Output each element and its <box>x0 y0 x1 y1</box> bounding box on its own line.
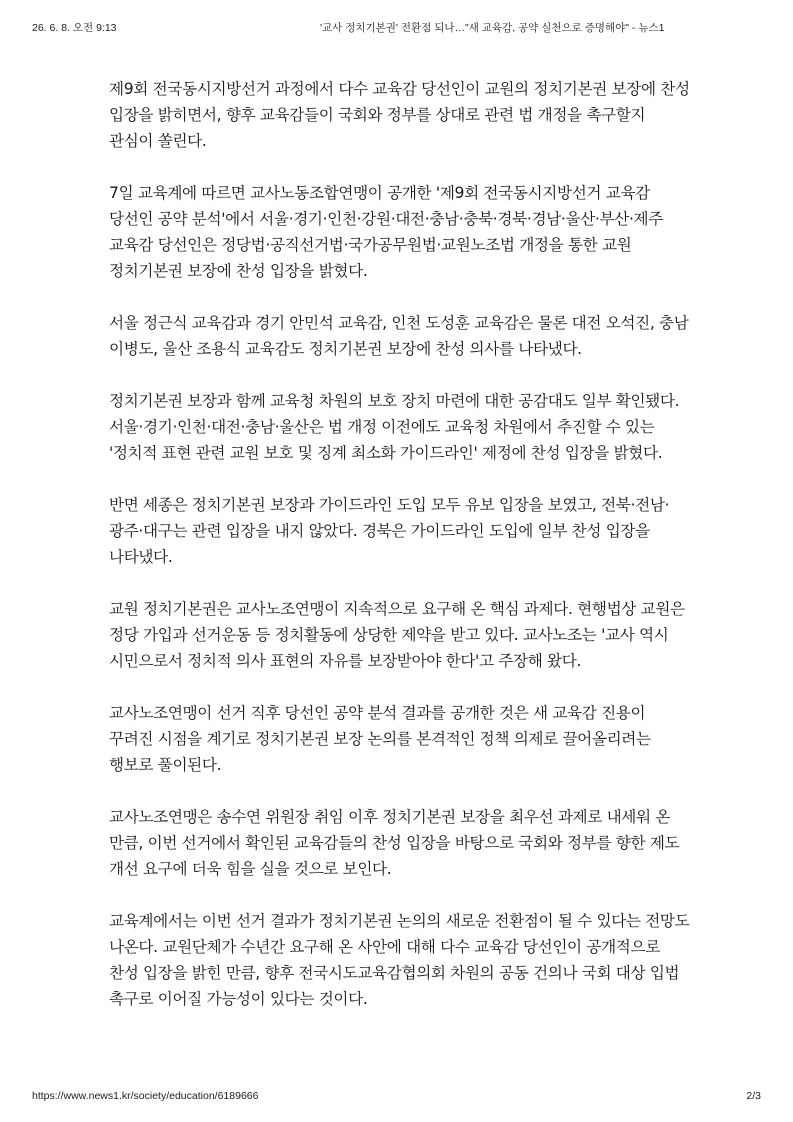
print-page-title: '교사 정치기본권' 전환점 되나…"새 교육감, 공약 실천으로 증명해야" - 뉴스1 <box>320 22 665 34</box>
page-url: https://www.news1.kr/society/education/6189666 <box>32 1090 259 1102</box>
article-paragraph: 정치기본권 보장과 함께 교육청 차원의 보호 장치 마련에 대한 공감대도 일부 확인됐다. 서울·경기·인천·대전·충남·울산은 법 개정 이전에도 교육청 차원에서 추진할 수 있는 '정치적 표현 관련 교원 보호 및 징계 최소화 가이드라인' 제정에 찬성 입장을 밝혔다. <box>109 392 680 462</box>
print-footer <box>32 1090 761 1106</box>
article-paragraph: 교사노조연맹이 선거 직후 당선인 공약 분석 결과를 공개한 것은 새 교육감 진용이 꾸려진 시점을 계기로 정치기본권 보장 논의를 본격적인 정책 의제로 끌어올리려는 행보로 풀이된다. <box>109 704 651 774</box>
article-paragraph: 교원 정치기본권은 교사노조연맹이 지속적으로 요구해 온 핵심 과제다. 현행법상 교원은 정당 가입과 선거운동 등 정치활동에 상당한 제약을 받고 있다. 교사노조는 '교사 역시 시민으로서 정치적 의사 표현의 자유를 보장받아야 한다'고 주장해 왔다. <box>109 600 685 670</box>
article-paragraph: 제9회 전국동시지방선거 과정에서 다수 교육감 당선인이 교원의 정치기본권 보장에 찬성 입장을 밝히면서, 향후 교육감들이 국회와 정부를 상대로 관련 법 개정을 촉구할지 관심이 쏠린다. <box>109 80 690 150</box>
print-header <box>32 20 761 36</box>
article-paragraph: 서울 정근식 교육감과 경기 안민석 교육감, 인천 도성훈 교육감은 물론 대전 오석진, 충남 이병도, 울산 조용식 교육감도 정치기본권 보장에 찬성 의사를 나타냈다. <box>109 314 689 358</box>
article-body <box>109 76 691 1038</box>
article-paragraph: 교사노조연맹은 송수연 위원장 취임 이후 정치기본권 보장을 최우선 과제로 내세워 온 만큼, 이번 선거에서 확인된 교육감들의 찬성 입장을 바탕으로 국회와 정부를 향한 제도 개선 요구에 더욱 힘을 실을 것으로 보인다. <box>109 808 680 878</box>
article-paragraph: 반면 세종은 정치기본권 보장과 가이드라인 도입 모두 유보 입장을 보였고, 전북·전남·광주·대구는 관련 입장을 내지 않았다. 경북은 가이드라인 도입에 일부 찬성 입장을 나타냈다. <box>109 496 670 566</box>
page-number: 2/3 <box>746 1090 761 1102</box>
print-datetime: 26. 6. 8. 오전 9:13 <box>32 22 117 34</box>
article-paragraph: 교육계에서는 이번 선거 결과가 정치기본권 논의의 새로운 전환점이 될 수 있다는 전망도 나온다. 교원단체가 수년간 요구해 온 사안에 대해 다수 교육감 당선인이 공개적으로 찬성 입장을 밝힌 만큼, 향후 전국시도교육감협의회 차원의 공동 건의나 국회 대상 입법 촉구로 이어질 가능성이 있다는 것이다. <box>109 912 690 1008</box>
article-paragraph: 7일 교육계에 따르면 교사노동조합연맹이 공개한 '제9회 전국동시지방선거 교육감 당선인 공약 분석'에서 서울·경기·인천·강원·대전·충남·충북·경북·경남·울산·부산·제주 교육감 당선인은 정당법·공직선거법·국가공무원법·교원노조법 개정을 통한 교원 정치기본권 보장에 찬성 입장을 밝혔다. <box>109 184 663 280</box>
